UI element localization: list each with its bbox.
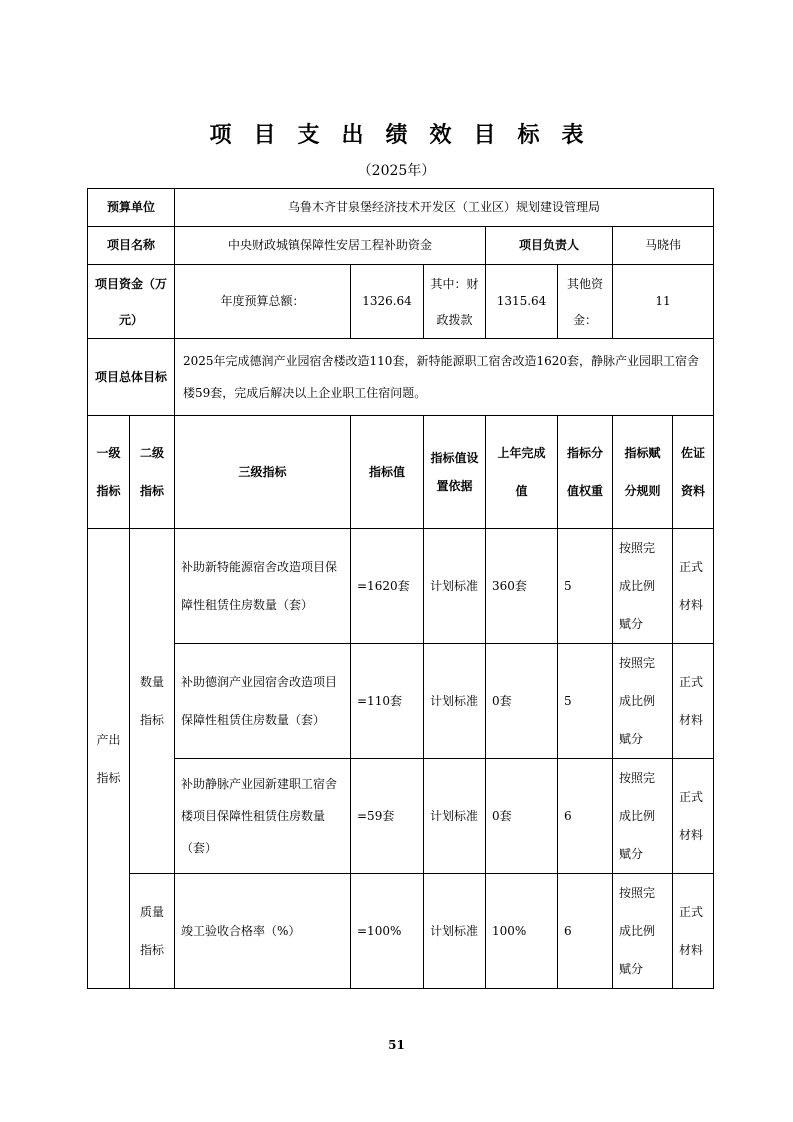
- indicator-cell: 补助德润产业园宿舍改造项目保障性租赁住房数量（套）: [175, 644, 351, 759]
- indicator-cell: 补助新特能源宿舍改造项目保障性租赁住房数量（套）: [175, 529, 351, 644]
- budget-unit-value: 乌鲁木齐甘泉堡经济技术开发区（工业区）规划建设管理局: [175, 189, 714, 227]
- header-last-year: 上年完成值: [486, 416, 558, 529]
- level2-quantity: 数量指标: [130, 529, 175, 874]
- other-funds-value: 11: [613, 265, 714, 339]
- header-level2: 二级指标: [130, 416, 175, 529]
- basis-cell: 计划标准: [424, 874, 486, 989]
- other-funds-label: 其他资金：: [558, 265, 613, 339]
- level2-quality: 质量指标: [130, 874, 175, 989]
- header-weight: 指标分值权重: [558, 416, 613, 529]
- goal-text: 2025年完成德润产业园宿舍楼改造110套，新特能源职工宿舍改造1620套，静脉产业园职工宿舍楼59套，完成后解决以上企业职工住宿问题。: [175, 339, 714, 416]
- header-basis: 指标值设置依据: [424, 416, 486, 529]
- manager-label: 项目负责人: [486, 227, 613, 265]
- weight-cell: 6: [558, 874, 613, 989]
- table-row: [88, 759, 714, 874]
- annual-total-label: 年度预算总额：: [175, 265, 351, 339]
- rule-cell: 按照完成比例赋分: [613, 759, 673, 874]
- header-value: 指标值: [351, 416, 424, 529]
- weight-cell: 5: [558, 529, 613, 644]
- last-year-cell: 100%: [486, 874, 558, 989]
- value-cell: =110套: [351, 644, 424, 759]
- evidence-cell: 正式材料: [673, 759, 714, 874]
- evidence-cell: 正式材料: [673, 644, 714, 759]
- value-cell: =59套: [351, 759, 424, 874]
- weight-cell: 5: [558, 644, 613, 759]
- header-rule: 指标赋分规则: [613, 416, 673, 529]
- weight-cell: 6: [558, 759, 613, 874]
- rule-cell: 按照完成比例赋分: [613, 874, 673, 989]
- budget-unit-label: 预算单位: [88, 189, 175, 227]
- indicator-cell: 补助静脉产业园新建职工宿舍楼项目保障性租赁住房数量（套）: [175, 759, 351, 874]
- project-name-value: 中央财政城镇保障性安居工程补助资金: [175, 227, 486, 265]
- rule-cell: 按照完成比例赋分: [613, 644, 673, 759]
- year-subtitle: （2025年）: [357, 163, 436, 179]
- funds-label: 项目资金（万元）: [88, 265, 175, 339]
- last-year-cell: 360套: [486, 529, 558, 644]
- project-name-row: [88, 227, 714, 265]
- basis-cell: 计划标准: [424, 644, 486, 759]
- fiscal-label: 其中：财政拨款: [424, 265, 486, 339]
- funds-row: [88, 265, 714, 339]
- basis-cell: 计划标准: [424, 529, 486, 644]
- rule-cell: 按照完成比例赋分: [613, 529, 673, 644]
- page-number: 51: [388, 1038, 405, 1052]
- annual-total-value: 1326.64: [351, 265, 424, 339]
- table-row: [88, 529, 714, 644]
- fiscal-value: 1315.64: [486, 265, 558, 339]
- header-level3: 三级指标: [175, 416, 351, 529]
- goal-row: [88, 339, 714, 416]
- level1-output: 产出指标: [88, 529, 130, 989]
- manager-value: 马晓伟: [613, 227, 714, 265]
- header-evidence: 佐证资料: [673, 416, 714, 529]
- evidence-cell: 正式材料: [673, 529, 714, 644]
- indicator-cell: 竣工验收合格率（%）: [175, 874, 351, 989]
- page-title: 项目支出绩效目标表: [209, 122, 606, 148]
- value-cell: =1620套: [351, 529, 424, 644]
- basis-cell: 计划标准: [424, 759, 486, 874]
- table-row: [88, 644, 714, 759]
- last-year-cell: 0套: [486, 644, 558, 759]
- evidence-cell: 正式材料: [673, 874, 714, 989]
- performance-table: [87, 188, 714, 989]
- header-row: [88, 416, 714, 529]
- header-level1: 一级指标: [88, 416, 130, 529]
- goal-label: 项目总体目标: [88, 339, 175, 416]
- table-row: [88, 874, 714, 989]
- project-name-label: 项目名称: [88, 227, 175, 265]
- budget-unit-row: [88, 189, 714, 227]
- value-cell: =100%: [351, 874, 424, 989]
- last-year-cell: 0套: [486, 759, 558, 874]
